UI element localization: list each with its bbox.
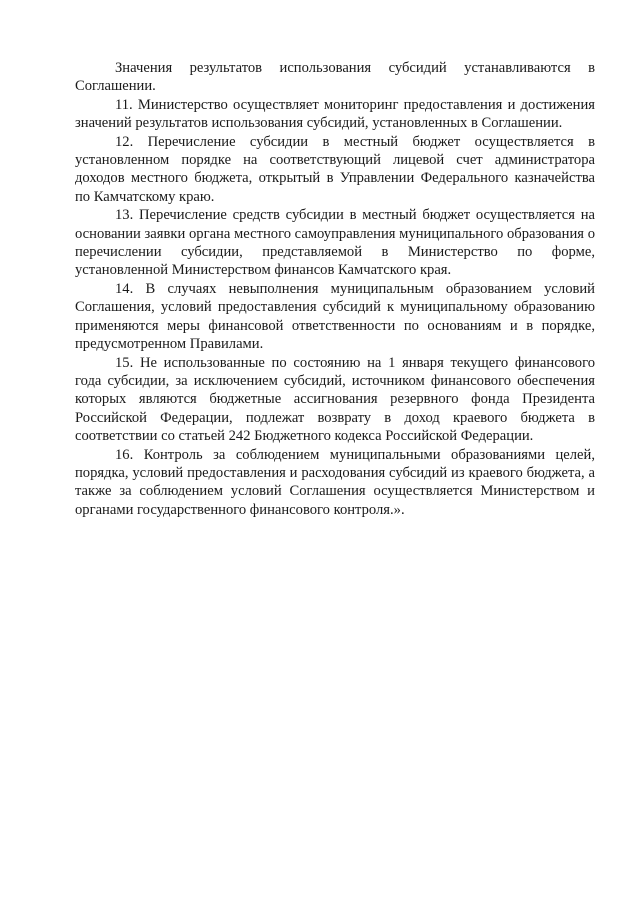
document-body [75,59,595,519]
paragraph-16-control: 16. Контроль за соблюдением муниципальными образованиями целей, порядка, условий предоставления и расходования субсидий из краевого бюджета, а также за соблюдением условий Соглашения осуществляется Министерством и органами государственного финансового контроля.». [75,446,595,518]
paragraph-15-return: 15. Не использованные по состоянию на 1 января текущего финансового года субсидии, за исключением субсидий, источником финансового обеспечения которых являются бюджетные ассигнования резервного фонда Президента Российской Федерации, подлежат возврату в доход краевого бюджета в соответствии со статьей 242 Бюджетного кодекса Российской Федерации. [75,354,595,445]
paragraph-14-responsibility: 14. В случаях невыполнения муниципальным образованием условий Соглашения, условий предоставления субсидий к муниципальному образованию применяются меры финансовой ответственности по основаниям и в порядке, предусмотренном Правилами. [75,280,595,353]
paragraph-13-application: 13. Перечисление средств субсидии в местный бюджет осуществляется на основании заявки органа местного самоуправления муниципального образования о перечислении субсидии, представляемой в Министерство по форме, установленной Министерством финансов Камчатского края. [75,207,595,279]
paragraph-12-transfer: 12. Перечисление субсидии в местный бюджет осуществляется в установленном порядке на соответствующий лицевой счет администратора доходов местного бюджета, открытый в Управлении Федерального казначейства по Камчатскому краю. [75,133,595,205]
paragraph-11-monitoring: 11. Министерство осуществляет мониторинг предоставления и достижения значений результатов использования субсидий, установленных в Соглашении. [75,96,595,132]
paragraph-results-values: Значения результатов использования субсидий устанавливаются в Соглашении. [75,60,595,95]
